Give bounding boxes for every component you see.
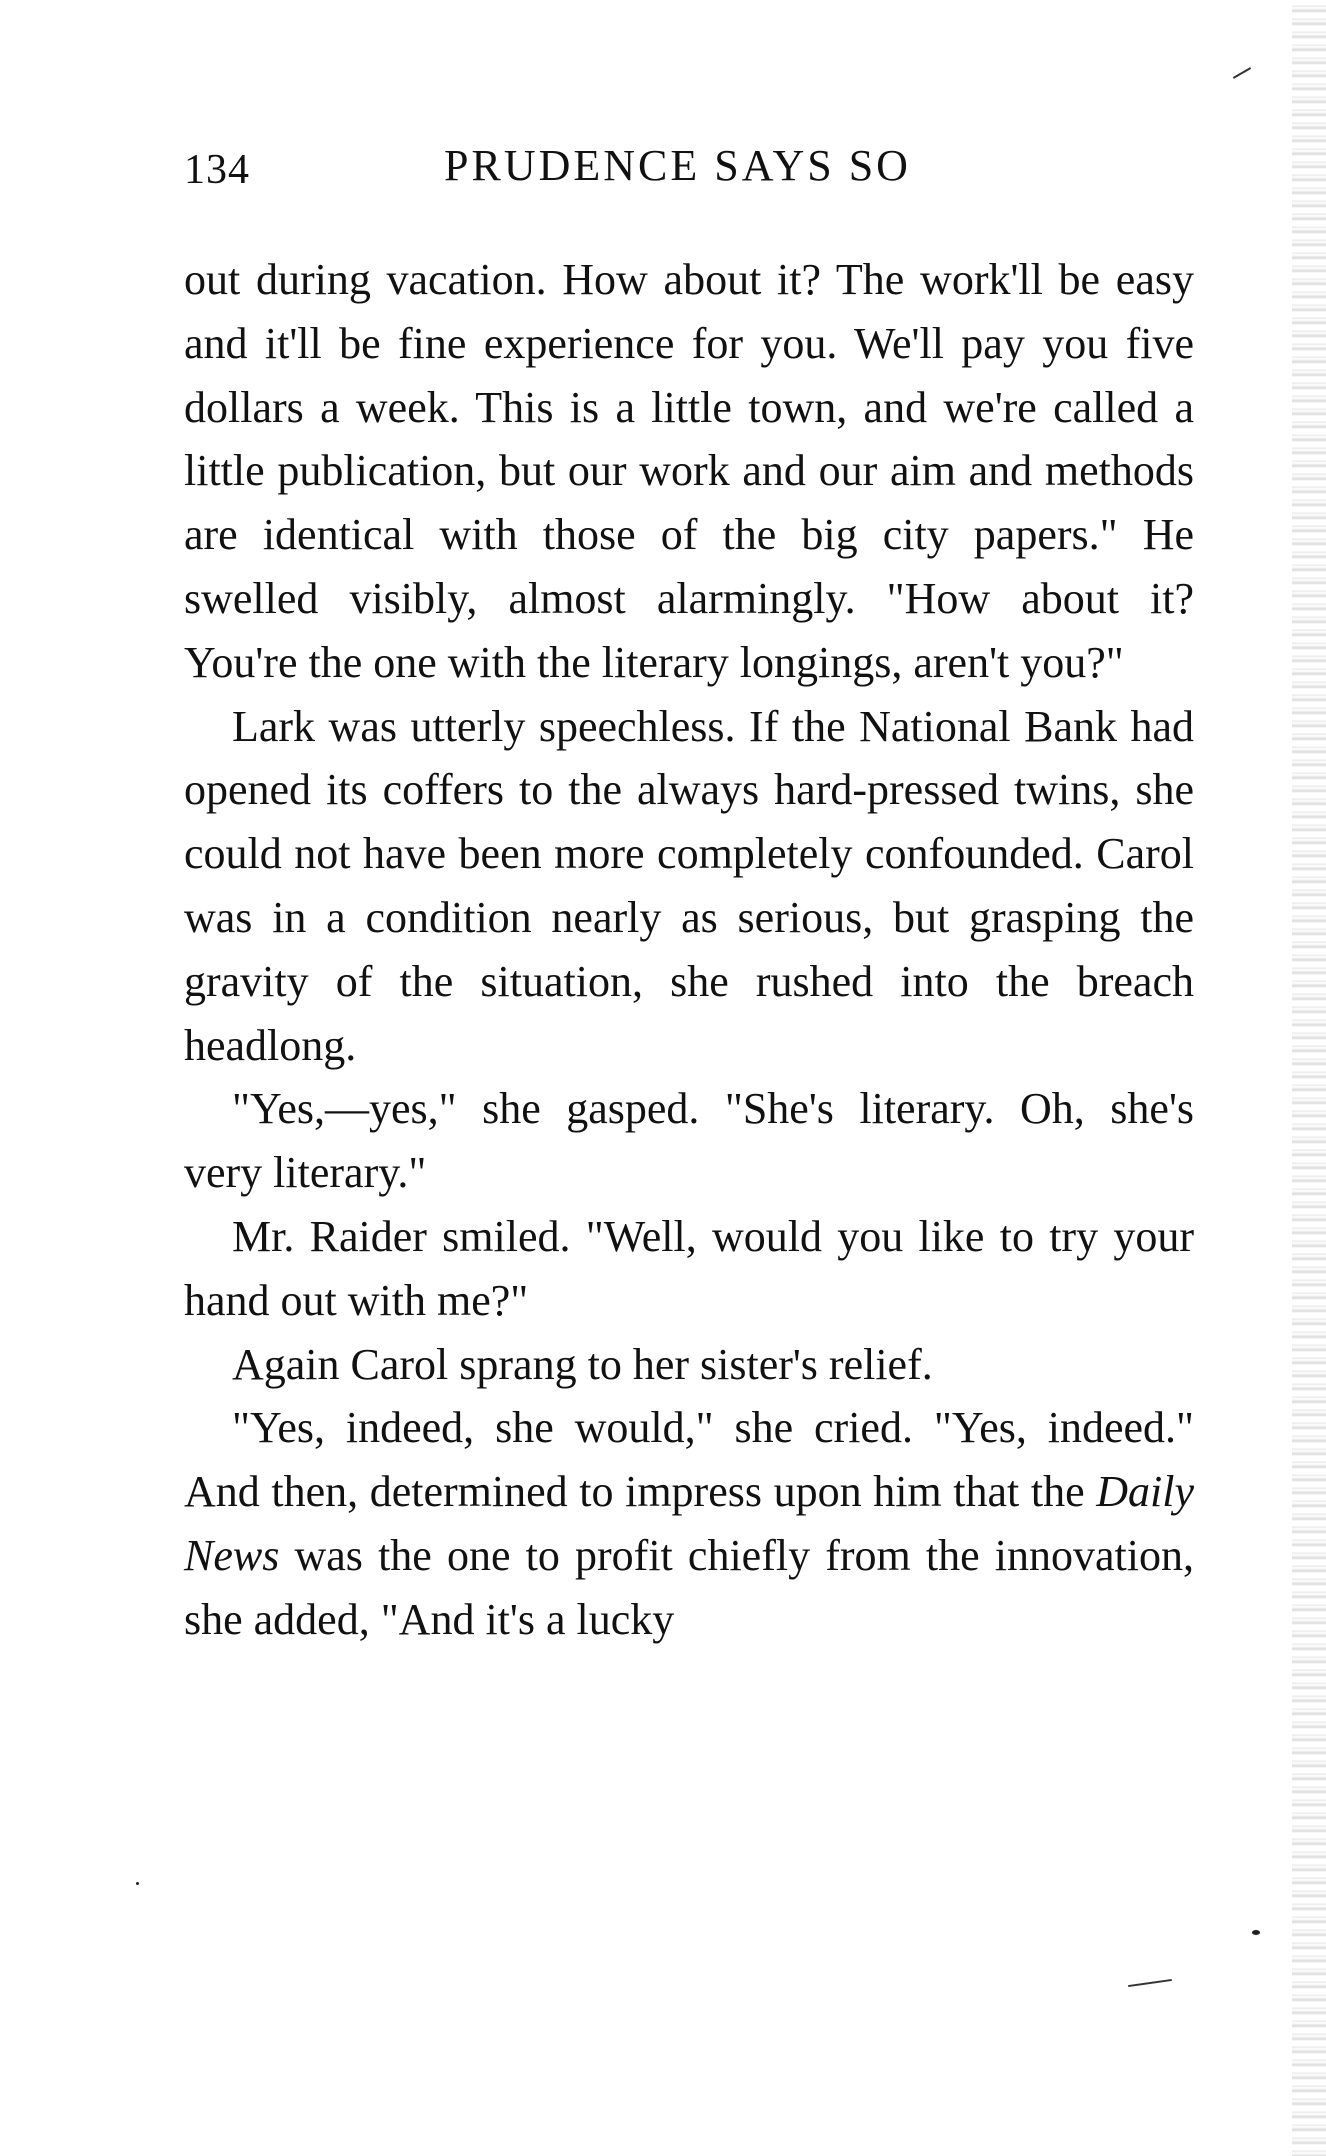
paragraph — [184, 248, 1194, 695]
italic-text: Daily News — [184, 1467, 1194, 1580]
text-run: "Yes,—yes," she gasped. "She's literary. Oh, she's very literary." — [184, 1084, 1194, 1198]
ink-speck — [1252, 1930, 1260, 1935]
pencil-mark — [1233, 67, 1251, 79]
body-text — [184, 248, 1194, 1652]
text-run: Again Carol sprang to her sister's relief. — [232, 1339, 933, 1389]
paragraph — [184, 1333, 1194, 1397]
running-head — [184, 140, 1194, 196]
pencil-mark — [1128, 1979, 1172, 1987]
ink-speck — [136, 1882, 139, 1885]
paragraph — [184, 695, 1194, 1078]
paragraph — [184, 1077, 1194, 1205]
running-title: PRUDENCE SAYS SO — [444, 141, 911, 190]
page-edge-shading — [1292, 0, 1326, 2156]
text-run: was the one to profit chiefly from the innovation, she added, "And it's a lucky — [184, 1530, 1194, 1644]
paragraph — [184, 1396, 1194, 1651]
text-run: out during vacation. How about it? The work'll be easy and it'll be fine experience for you. We'll pay you five dollars a week. This is a little town, and we're called a little publication, but our work and our aim and methods are identical with those of the big city papers." He swelled visibly, almost alarmingly. "How about it? You're the one with the literary longings, aren't you?" — [184, 255, 1194, 687]
page-number: 134 — [184, 147, 250, 193]
text-run: Lark was utterly speechless. If the National Bank had opened its coffers to the always hard-pressed twins, she could not have been more completely confounded. Carol was in a condition nearly as serious, but grasping the gravity of the situation, she rushed into the breach headlong. — [184, 701, 1194, 1070]
text-run: "Yes, indeed, she would," she cried. "Yes, indeed." And then, determined to impress upon him that the — [184, 1403, 1194, 1517]
paragraph — [184, 1205, 1194, 1333]
text-run: Mr. Raider smiled. "Well, would you like to try your hand out with me?" — [184, 1211, 1194, 1325]
